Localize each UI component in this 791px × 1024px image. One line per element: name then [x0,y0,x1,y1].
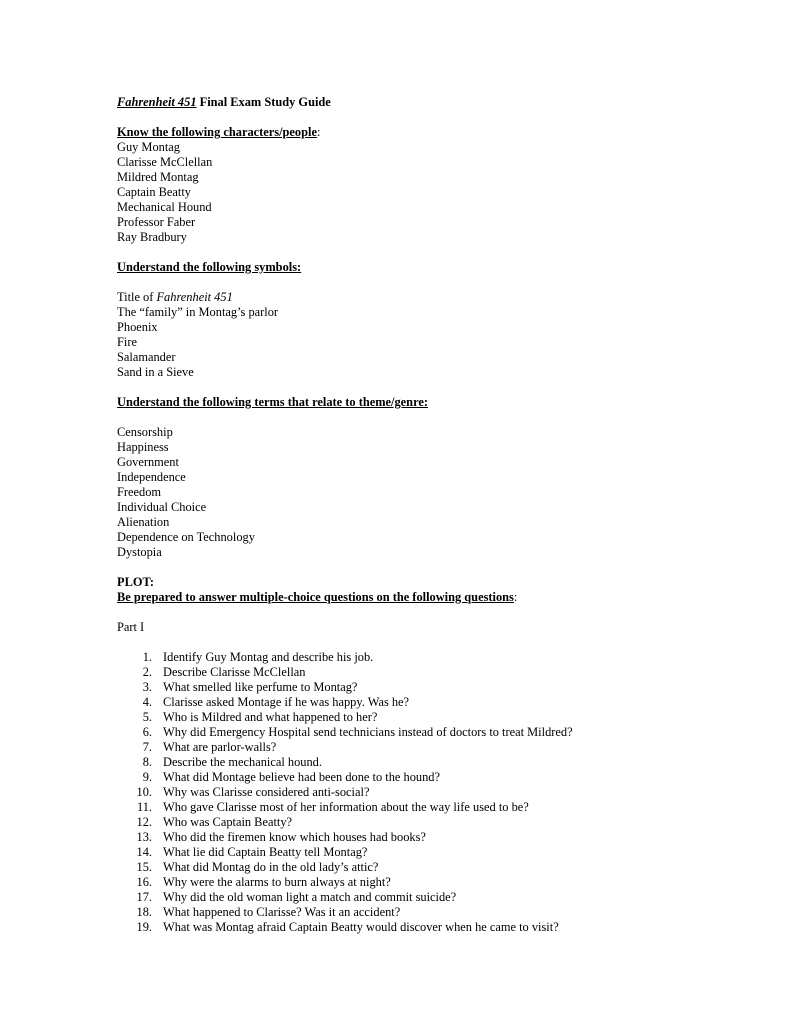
term-item: Independence [117,470,186,484]
question-number: 19. [136,920,152,934]
question-text: Who did the firemen know which houses had books? [163,830,426,844]
question-text: Why did Emergency Hospital send technicians instead of doctors to treat Mildred? [163,725,573,739]
term-item: Happiness [117,440,169,454]
question-text: Clarisse asked Montage if he was happy. Was he? [163,695,410,709]
question-item [117,905,737,920]
symbol-item: Sand in a Sieve [117,365,194,379]
study-guide [117,95,737,935]
question-item [117,830,737,845]
symbol-title-prefix: Title of [117,290,157,304]
question-number: 15. [136,860,152,874]
symbols-list [117,290,737,380]
question-item [117,710,737,725]
terms-list [117,425,737,560]
question-number: 13. [136,830,152,844]
question-number: 7. [142,740,152,754]
character-item: Ray Bradbury [117,230,187,244]
question-item [117,755,737,770]
question-item [117,860,737,875]
questions-list [117,650,737,935]
character-item: Mechanical Hound [117,200,212,214]
question-text: What happened to Clarisse? Was it an accident? [163,905,401,919]
question-item [117,650,737,665]
question-number: 9. [142,770,152,784]
plot-instruction-colon: : [513,590,518,604]
question-number: 2. [142,665,152,679]
question-item [117,875,737,890]
question-item [117,680,737,695]
character-item: Mildred Montag [117,170,199,184]
symbol-item: Salamander [117,350,176,364]
question-number: 10. [136,785,152,799]
question-number: 18. [136,905,152,919]
question-text: Why did the old woman light a match and commit suicide? [163,890,457,904]
question-number: 12. [136,815,152,829]
term-item: Alienation [117,515,170,529]
character-item: Captain Beatty [117,185,191,199]
question-item [117,770,737,785]
symbol-item: Fire [117,335,137,349]
question-text: What did Montag do in the old lady’s attic? [163,860,379,874]
question-text: Why was Clarisse considered anti-social? [163,785,370,799]
question-text: What smelled like perfume to Montag? [163,680,358,694]
question-text: What are parlor-walls? [163,740,277,754]
symbol-item: The “family” in Montag’s parlor [117,305,279,319]
question-item [117,695,737,710]
question-item [117,890,737,905]
question-item [117,740,737,755]
question-number: 16. [136,875,152,889]
question-text: Describe Clarisse McClellan [163,665,306,679]
question-item [117,725,737,740]
term-item: Dystopia [117,545,162,559]
question-number: 6. [142,725,152,739]
question-number: 3. [142,680,152,694]
plot-instruction-text: Be prepared to answer multiple-choice questions on the following questions [117,590,514,604]
terms-heading: Understand the following terms that relate to theme/genre: [117,395,428,409]
document-title [117,95,737,110]
characters-heading [117,125,737,140]
term-item: Dependence on Technology [117,530,255,544]
question-number: 8. [142,755,152,769]
question-number: 11. [136,800,152,814]
question-text: Identify Guy Montag and describe his job. [163,650,374,664]
title-rest: Final Exam Study Guide [196,95,331,109]
symbol-item: Phoenix [117,320,158,334]
question-text: Describe the mechanical hound. [163,755,322,769]
character-item: Professor Faber [117,215,196,229]
question-text: What did Montage believe had been done to the hound? [163,770,440,784]
question-number: 17. [136,890,152,904]
symbols-heading: Understand the following symbols: [117,260,302,274]
question-text: Who is Mildred and what happened to her? [163,710,378,724]
title-book-name: Fahrenheit 451 [117,95,197,109]
term-item: Freedom [117,485,162,499]
question-item [117,800,737,815]
question-number: 5. [142,710,152,724]
character-item: Clarisse McClellan [117,155,213,169]
part-label: Part I [117,620,145,634]
term-item: Individual Choice [117,500,207,514]
plot-instruction [117,590,737,605]
question-item [117,665,737,680]
question-text: Who gave Clarisse most of her information about the way life used to be? [163,800,529,814]
question-item [117,920,737,935]
question-text: What was Montag afraid Captain Beatty would discover when he came to visit? [163,920,559,934]
term-item: Government [117,455,179,469]
question-text: What lie did Captain Beatty tell Montag? [163,845,368,859]
question-text: Why were the alarms to burn always at night? [163,875,391,889]
plot-label: PLOT: [117,575,154,589]
question-number: 4. [142,695,152,709]
symbol-item [117,290,737,305]
symbol-title-book: Fahrenheit 451 [156,290,233,304]
question-number: 1. [142,650,152,664]
question-number: 14. [136,845,152,859]
characters-heading-colon: : [316,125,321,139]
question-item [117,785,737,800]
term-item: Censorship [117,425,173,439]
characters-list [117,140,737,245]
question-item [117,815,737,830]
question-text: Who was Captain Beatty? [163,815,293,829]
character-item: Guy Montag [117,140,180,154]
question-item [117,845,737,860]
characters-heading-text: Know the following characters/people [117,125,317,139]
